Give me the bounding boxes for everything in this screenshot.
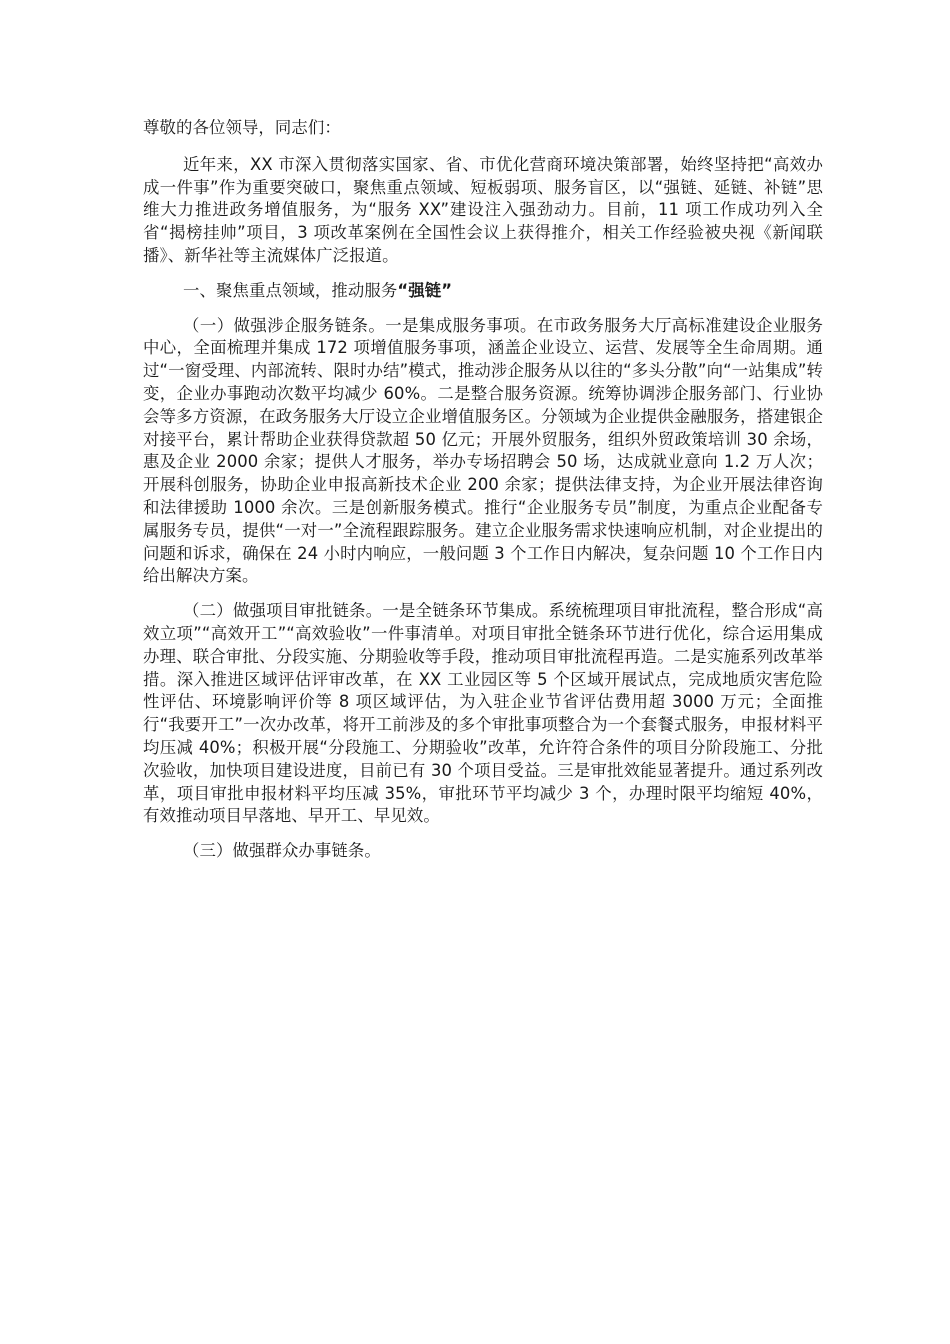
section-one-heading-text: 一、聚焦重点领域，推动服务 [183, 280, 398, 300]
subsection-one-paragraph: （一）做强涉企服务链条。一是集成服务事项。在市政务服务大厅高标准建设企业服务中心，全面梳理并集成 172 项增值服务事项，涵盖企业设立、运营、发展等全生命周期。通过“一窗受理、内部流转、限时办结”模式，推动涉企服务从以往的“多头分散”向“一站集成”转变，企业办事跑动次数平均减少 60%。二是整合服务资源。统筹协调涉企服务部门、行业协会等多方资源，在政务服务大厅设立企业增值服务区。分领域为企业提供金融服务，搭建银企对接平台，累计帮助企业获得贷款超 50 亿元；开展外贸服务，组织外贸政策培训 30 余场，惠及企业 2000 余家；提供人才服务，举办专场招聘会 50 场，达成就业意向 1.2 万人次；开展科创服务，协助企业申报高新技术企业 200 余家；提供法律支持，为企业开展法律咨询和法律援助 1000 余次。三是创新服务模式。推行“企业服务专员”制度，为重点企业配备专属服务专员，提供“一对一”全流程跟踪服务。建立企业服务需求快速响应机制，对企业提出的问题和诉求，确保在 24 小时内响应，一般问题 3 个工作日内解决，复杂问题 10 个工作日内给出解决方案。 [143, 315, 823, 586]
document-page [143, 117, 823, 863]
greeting-line: 尊敬的各位领导，同志们： [143, 118, 341, 137]
subsection-two-paragraph: （二）做强项目审批链条。一是全链条环节集成。系统梳理项目审批流程，整合形成“高效立项”“高效开工”“高效验收”一件事清单。对项目审批全链条环节进行优化，综合运用集成办理、联合审批、分段实施、分期验收等手段，推动项目审批流程再造。二是实施系列改革举措。深入推进区域评估评审改革，在 XX 工业园区等 5 个区域开展试点，完成地质灾害危险性评估、环境影响评价等 8 项区域评估，为入驻企业节省评估费用超 3000 万元；全面推行“我要开工”一次办改革，将开工前涉及的多个审批事项整合为一个套餐式服务，申报材料平均压减 40%；积极开展“分段施工、分期验收”改革，允许符合条件的项目分阶段施工、分批次验收，加快项目建设进度，目前已有 30 个项目受益。三是审批效能显著提升。通过系列改革，项目审批申报材料平均压减 35%，审批环节平均减少 3 个，办理时限平均缩短 40%，有效推动项目早落地、早开工、早见效。 [143, 601, 823, 826]
section-one-heading [143, 280, 823, 303]
section-one-heading-quote: “强链” [397, 280, 453, 300]
subsection-three-heading: （三）做强群众办事链条。 [183, 841, 381, 861]
intro-paragraph: 近年来，XX 市深入贯彻落实国家、省、市优化营商环境决策部署，始终坚持把“高效办成一件事”作为重要突破口，聚焦重点领域、短板弱项、服务盲区，以“强链、延链、补链”思维大力推进政务增值服务，为“服务 XX”建设注入强劲动力。目前，11 项工作成功列入全省“揭榜挂帅”项目，3 项改革案例在全国性会议上获得推介，相关工作经验被央视《新闻联播》、新华社等主流媒体广泛报道。 [143, 154, 823, 265]
